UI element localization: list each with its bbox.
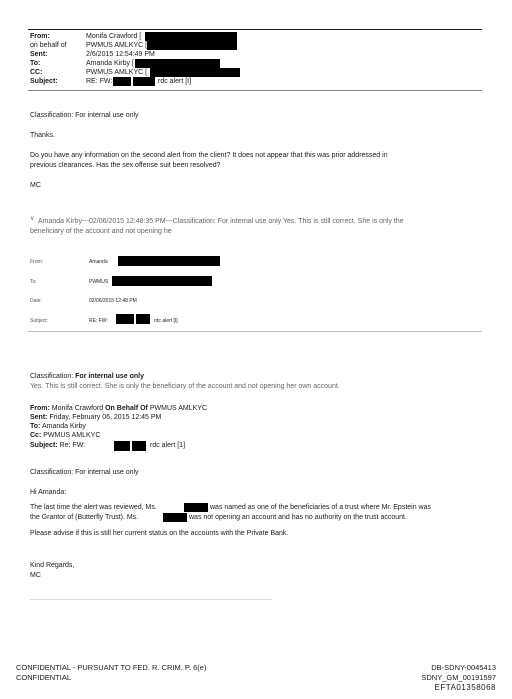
- redaction: [116, 314, 134, 324]
- quoted-subject-prefix: RE: FW:: [89, 318, 108, 324]
- footer-left-2: CONFIDENTIAL: [16, 673, 72, 682]
- body-line-1-b: was named as one of the beneficiaries of a trust where Mr. Epstein was: [210, 504, 432, 511]
- redaction: [132, 441, 146, 451]
- header-to-label: To:: [30, 60, 41, 67]
- redaction: [133, 77, 155, 86]
- header-behalf-value: PWMUS AMLKYC [: [86, 42, 148, 49]
- redaction: [163, 513, 187, 522]
- header-from-label: From:: [30, 33, 50, 40]
- header-subject-label: Subject:: [30, 78, 58, 85]
- body-line-2-b: was not opening an account and has no authority on the trust account.: [189, 514, 407, 521]
- greeting: Hi Amanda:: [30, 489, 67, 496]
- orig-from-line: [30, 405, 207, 412]
- quoted-from-value: Amanda: [89, 259, 108, 265]
- header-cc-value: PWMUS AMLKYC [: [86, 69, 148, 76]
- classification-2: [30, 373, 144, 380]
- question-line-2: previous clearances. Has the sex offense suit been resolved?: [30, 162, 221, 169]
- quoted-date-value: 02/06/2015 12:48 PM: [89, 298, 137, 304]
- quoted-subject-suffix: rdc alert [I]: [154, 318, 178, 324]
- redaction: [150, 68, 240, 77]
- orig-sent-line: [30, 414, 161, 421]
- orig-subject-line: [30, 442, 85, 449]
- redaction: [147, 41, 237, 50]
- quoted-bottom-rule: [28, 331, 482, 332]
- header-subject-suffix: rdc alert [I]: [158, 78, 192, 85]
- orig-cc-line: [30, 432, 100, 439]
- orig-from-name: Monifa Crawford: [51, 405, 104, 412]
- orig-subject-prefix: Re: FW:: [59, 442, 86, 449]
- redaction: [118, 256, 220, 266]
- orig-cc-value: PWMUS AMLKYC: [43, 432, 101, 439]
- classification-2-bold: For internal use only: [75, 373, 144, 380]
- header-to-value: Amanda Kirby [: [86, 60, 134, 67]
- question-line-1: Do you have any information on the second alert from the client? It does not appear that this was prior addressed in: [30, 152, 388, 159]
- body-line-2-a: the Grantor of (Butterfly Trust). Ms.: [30, 514, 139, 521]
- redaction: [184, 503, 208, 512]
- header-sent-label: Sent:: [30, 51, 48, 58]
- footer-right-1: DB-SDNY-0045413: [431, 663, 496, 672]
- advise-text: Please advise if this is still her current status on the accounts with the Private Bank.: [30, 530, 289, 537]
- redaction: [135, 59, 220, 68]
- orig-behalf-label: On Behalf Of: [105, 405, 148, 412]
- mc-initials: MC: [30, 182, 41, 189]
- classification-2-prefix: Classification:: [30, 373, 76, 380]
- reply-text: Yes. This is still correct. She is only the beneficiary of the account and not opening her own account.: [30, 383, 340, 390]
- header-top-rule: [28, 29, 482, 30]
- quoted-line-2: beneficiary of the account and not opening he: [30, 228, 172, 235]
- classification-3: Classification: For internal use only: [30, 469, 139, 476]
- quote-chevron-icon: ∨: [30, 216, 35, 222]
- redaction: [145, 32, 237, 41]
- regards-text: Kind Regards,: [30, 562, 75, 569]
- orig-to-value: Amanda Kirby: [41, 423, 86, 430]
- quoted-from-label: From:: [30, 259, 44, 265]
- header-behalf-label: on behalf of: [30, 42, 67, 49]
- orig-from-label: From:: [30, 405, 50, 412]
- redaction: [136, 314, 150, 324]
- footer-left-1: CONFIDENTIAL - PURSUANT TO FED. R. CRIM. P. 6(e): [16, 663, 207, 672]
- orig-sent-value: Friday, February 06, 2015 12:45 PM: [49, 414, 162, 421]
- body-line-1-a: The last time the alert was reviewed, Ms.: [30, 504, 157, 511]
- redaction: [113, 77, 131, 86]
- header-cc-label: CC:: [30, 69, 43, 76]
- redaction: [114, 441, 130, 451]
- orig-subject-suffix: rdc alert [1]: [150, 442, 186, 449]
- quoted-to-value: PWMUS: [89, 279, 109, 285]
- classification-1: Classification: For internal use only: [30, 112, 139, 119]
- quoted-date-label: Date:: [30, 298, 42, 304]
- header-bottom-rule: [28, 90, 482, 91]
- header-from-value: Monifa Crawford [: [86, 33, 142, 40]
- orig-subject-label: Subject:: [30, 442, 58, 449]
- redaction: [112, 276, 212, 286]
- orig-behalf-value: PWMUS AMLKYC: [149, 405, 208, 412]
- footer-right-3: EFTA01358068: [434, 683, 496, 692]
- quoted-to-label: To:: [30, 279, 37, 285]
- quoted-subject-label: Subject:: [30, 318, 49, 324]
- header-sent-value: 2/6/2015 12:54:49 PM: [86, 51, 155, 58]
- orig-to-line: [30, 423, 86, 430]
- orig-cc-label: Cc:: [30, 432, 42, 439]
- orig-sent-label: Sent:: [30, 414, 48, 421]
- signature-rule: [30, 599, 272, 600]
- orig-to-label: To:: [30, 423, 41, 430]
- footer-right-2: SDNY_GM_00191597: [421, 673, 496, 682]
- signoff: MC: [30, 572, 41, 579]
- header-subject-prefix: RE: FW:: [86, 78, 113, 85]
- thanks-text: Thanks.: [30, 132, 55, 139]
- quoted-line-1: Amanda Kirby---02/06/2015 12:48:35 PM---Classification: For internal use only Yes. This is still correct. She is only the: [38, 218, 404, 225]
